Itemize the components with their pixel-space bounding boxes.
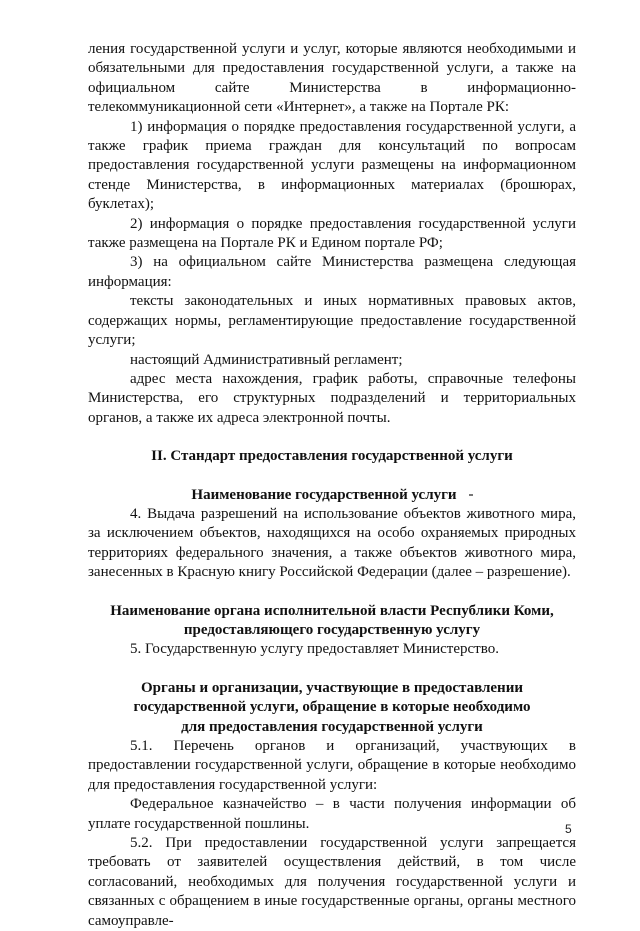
organ-heading-line-1: Наименование органа исполнительной власти Республики Коми, [110, 602, 554, 619]
document-page [88, 40, 576, 931]
organ-text: 5. Государственную услугу предоставляет Министерство. [130, 641, 499, 658]
service-name-heading-text: Наименование государственной услуги [191, 486, 457, 503]
service-name-text: 4. Выдача разрешений на использование объектов животного мира, за исключением объектов, находящихся на особо охраняемых природных территориях федерального значения, а также объектов животного мира, занесенных в Красную книгу Российской Федерации (далее – разрешение). [88, 505, 576, 581]
info-item-regulation: настоящий Административный регламент; [130, 351, 403, 368]
orgs-heading-line-1: Органы и организации, участвующие в предоставлении [141, 679, 523, 696]
intro-paragraph: ления государственной услуги и услуг, которые являются необходимыми и обязательными для предоставления государственной услуги, а также на официальном сайте Министерства в информационно-телекоммуникационной сети «Интернет», а также на Портале РК: [88, 41, 576, 116]
orgs-heading-line-3: для предоставления государственной услуги [181, 718, 483, 735]
stray-mark [469, 494, 473, 496]
page-number: 5 [565, 822, 572, 836]
info-item-3: 3) на официальном сайте Министерства размещена следующая информация: [88, 254, 576, 290]
orgs-paragraph-treasury: Федеральное казначейство – в части получения информации об уплате государственной пошлины. [88, 796, 576, 832]
organ-heading-line-2: предоставляющего государственную услугу [183, 621, 481, 638]
section-title: II. Стандарт предоставления государственной услуги [151, 448, 513, 465]
orgs-paragraph-5-1: 5.1. Перечень органов и организаций, участвующих в предоставлении государственной услуги, обращение в которые необходимо для предоставления государственной услуги: [88, 738, 576, 793]
info-item-1: 1) информация о порядке предоставления государственной услуги, а также график приема граждан для консультаций по вопросам предоставления государственной услуги размещены на информационном стенде Министерства, в информационных материалах (брошюрах, буклетах); [88, 118, 576, 213]
orgs-heading-line-2: государственной услуги, обращение в которые необходимо [133, 699, 531, 716]
info-item-laws: тексты законодательных и иных нормативных правовых актов, содержащих нормы, регламентирующие предоставление государственной услуги; [88, 293, 576, 349]
info-item-2: 2) информация о порядке предоставления государственной услуги также размещена на Портале РК и Едином портале РФ; [88, 215, 576, 252]
info-item-address: адрес места нахождения, график работы, справочные телефоны Министерства, его структурных подразделений и территориальных органов, а также их адреса электронной почты. [88, 370, 576, 426]
service-name-heading [88, 486, 576, 505]
orgs-paragraph-5-2: 5.2. При предоставлении государственной услуги запрещается требовать от заявителей осуществления действий, в том числе согласований, необходимых для получения государственной услуги и связанных с обращением в иные государственные органы, органы местного самоуправле- [88, 835, 576, 929]
